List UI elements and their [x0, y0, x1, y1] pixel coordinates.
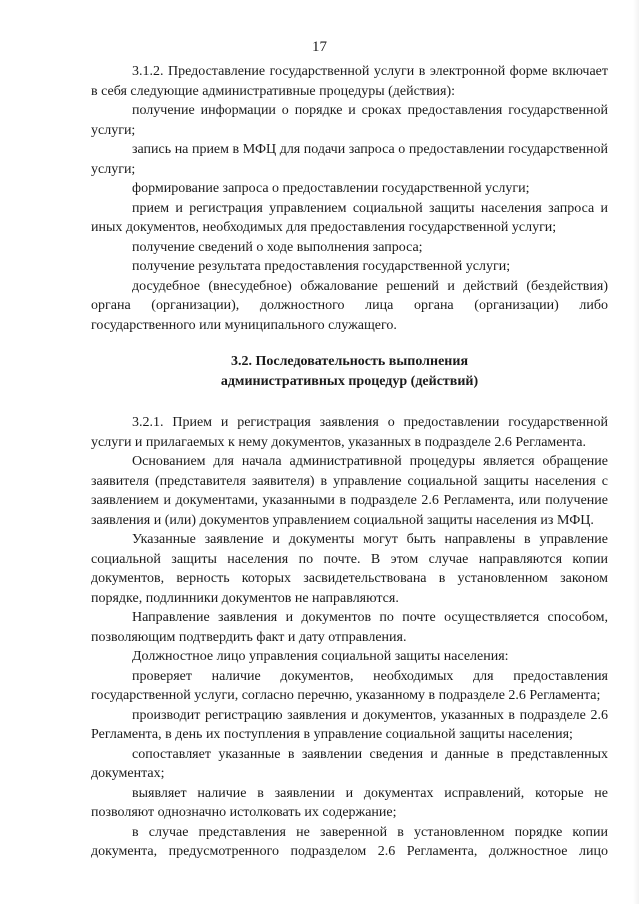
intro-item: запись на прием в МФЦ для подачи запроса о предоставлении государственной услуги; [91, 142, 608, 177]
section-paragraph: проверяет наличие документов, необходимых для предоставления государственной услуги, согласно перечню, указанному в подразделе 2.6 Регламента; [91, 668, 608, 703]
intro-lead: 3.1.2. Предоставление государственной услуги в электронной форме включает в себя следующие административные процедуры (действия): [91, 64, 608, 99]
section-heading-line2: административных процедур (действий) [220, 373, 479, 389]
spacer [91, 335, 608, 352]
scan-edge-shadow [633, 0, 639, 904]
section-paragraph: 3.2.1. Прием и регистрация заявления о предоставлении государственной услуги и прилагаемых к нему документов, указанных в подразделе 2.6 Регламента. [91, 415, 608, 450]
section-heading-line1: 3.2. Последовательность выполнения [230, 354, 469, 369]
page-number: 17 [312, 39, 327, 55]
section-heading [91, 352, 608, 391]
intro-item: досудебное (внесудебное) обжалование решений и действий (бездействия) органа (организации), должностного лица органа (организации) либо государственного или муниципального служащего. [91, 278, 608, 333]
section-paragraph: производит регистрацию заявления и документов, указанных в подразделе 2.6 Регламента, в день их поступления в управление социальной защиты населения; [91, 707, 608, 742]
spacer [91, 391, 608, 413]
intro-item: прием и регистрация управлением социальной защиты населения запроса и иных документов, необходимых для предоставления государственной услуги; [91, 200, 608, 235]
section-paragraph: Основанием для начала административной процедуры является обращение заявителя (представителя заявителя) в управление социальной защиты населения с заявлением и документами, указанными в подразделе 2.6 Регламента, или получение заявления и (или) документов управлением социальной защиты населения из МФЦ. [91, 454, 608, 528]
section-paragraph: Указанные заявление и документы могут быть направлены в управление социальной защиты населения по почте. В этом случае направляются копии документов, верность которых засвидетельствована в установленном законом порядке, подлинники документов не направляются. [91, 532, 608, 606]
document-body [91, 62, 608, 862]
intro-item: формирование запроса о предоставлении государственной услуги; [132, 181, 530, 196]
section-paragraph: выявляет наличие в заявлении и документах исправлений, которые не позволяют однозначно истолковать их содержание; [91, 785, 608, 820]
section-paragraph: Направление заявления и документов по почте осуществляется способом, позволяющим подтвердить факт и дату отправления. [91, 610, 608, 645]
intro-item: получение сведений о ходе выполнения запроса; [132, 239, 423, 255]
section-paragraph: сопоставляет указанные в заявлении сведения и данные в представленных документах; [91, 746, 608, 781]
intro-item: получение результата предоставления государственной услуги; [132, 259, 511, 274]
section-paragraph: Должностное лицо управления социальной защиты населения: [132, 649, 509, 664]
intro-item: получение информации о порядке и сроках предоставления государственной услуги; [91, 103, 608, 138]
section-paragraph: в случае представления не заверенной в установленном порядке копии документа, предусмотренного подразделом 2.6 Регламента, должностное лицо [91, 824, 608, 859]
